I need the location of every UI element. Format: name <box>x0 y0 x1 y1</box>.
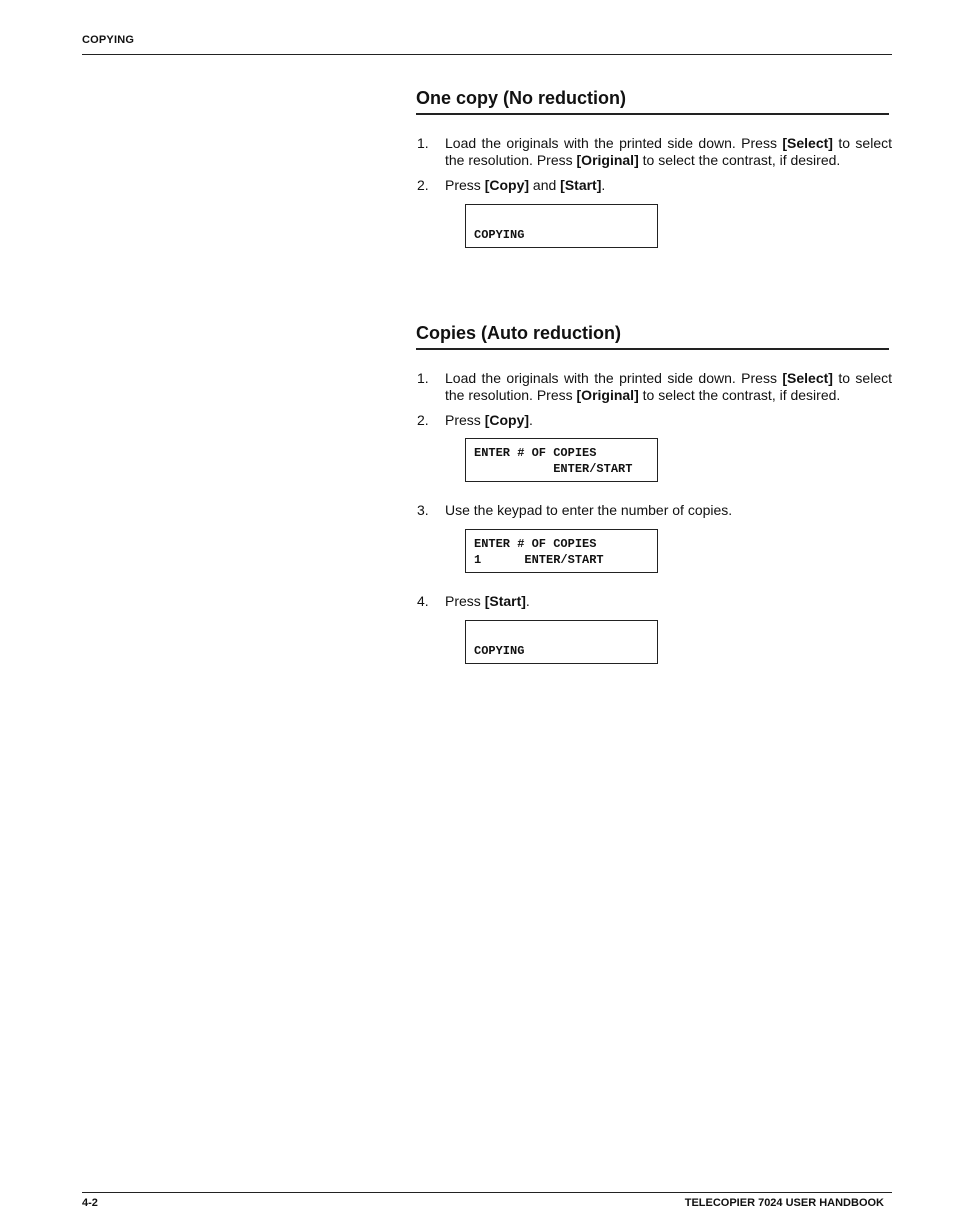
step-number: 3. <box>417 502 429 518</box>
step-number: 1. <box>417 370 429 386</box>
section-title: One copy (No reduction) <box>416 88 627 108</box>
section-title: Copies (Auto reduction) <box>416 323 621 343</box>
header-rule <box>82 54 892 55</box>
section-copies-auto <box>416 322 892 664</box>
running-head: COPYING <box>82 34 135 46</box>
step-item <box>416 177 892 194</box>
step-number: 4. <box>417 593 429 609</box>
section-rule <box>416 348 889 350</box>
page-number: 4-2 <box>82 1197 98 1209</box>
step-item <box>416 593 892 610</box>
step-text: Press [Start]. <box>445 593 530 609</box>
lcd-display: ENTER # OF COPIES 1 ENTER/START <box>465 529 658 573</box>
step-text: Load the originals with the printed side down. Press [Select] to select the resolution. Press [Original] to select the contrast, if desired. <box>445 135 892 168</box>
step-text: Press [Copy]. <box>445 412 533 428</box>
book-title: TELECOPIER 7024 USER HANDBOOK <box>684 1197 884 1209</box>
section-rule <box>416 113 889 115</box>
footer-rule <box>82 1192 892 1193</box>
step-number: 2. <box>417 177 429 193</box>
step-text: Press [Copy] and [Start]. <box>445 177 606 193</box>
step-number: 1. <box>417 135 429 151</box>
lcd-display: ENTER # OF COPIES ENTER/START <box>465 438 658 482</box>
step-text: Load the originals with the printed side down. Press [Select] to select the resolution. Press [Original] to select the contrast, if desired. <box>445 370 892 403</box>
lcd-display: COPYING <box>465 204 658 248</box>
step-number: 2. <box>417 412 429 428</box>
section-one-copy <box>416 87 892 248</box>
step-item <box>416 135 892 169</box>
lcd-display: COPYING <box>465 620 658 664</box>
step-item <box>416 370 892 404</box>
step-item <box>416 502 892 519</box>
step-text: Use the keypad to enter the number of copies. <box>445 502 733 518</box>
step-item <box>416 412 892 429</box>
